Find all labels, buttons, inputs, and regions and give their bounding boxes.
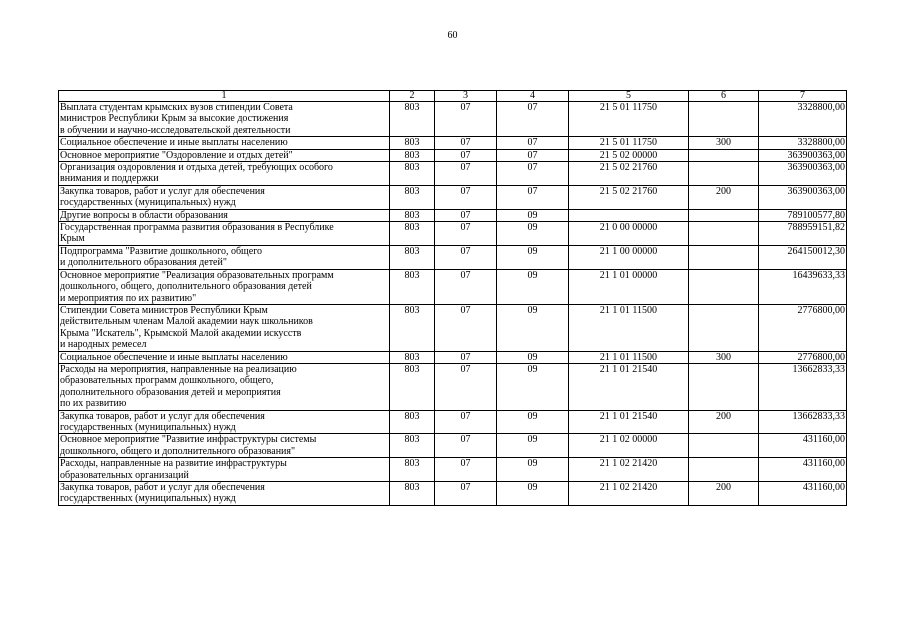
table-row bbox=[59, 363, 847, 410]
row-col-4: 09 bbox=[497, 222, 569, 246]
table-row bbox=[59, 482, 847, 506]
row-name: Расходы, направленные на развитие инфраструктуры образовательных организаций bbox=[59, 458, 390, 482]
row-col-5: 21 5 02 21760 bbox=[569, 185, 689, 209]
row-amount: 2776800,00 bbox=[759, 351, 847, 363]
row-col-2: 803 bbox=[390, 102, 435, 137]
row-col-5: 21 1 02 00000 bbox=[569, 434, 689, 458]
row-name: Стипендии Совета министров Республики Крым действительным членам Малой академии наук школьников Крыма "Искатель", Крымской Малой академии искусств и народных ремесел bbox=[59, 304, 390, 351]
table-row bbox=[59, 434, 847, 458]
row-col-4: 09 bbox=[497, 482, 569, 506]
row-col-3: 07 bbox=[435, 458, 497, 482]
row-col-5 bbox=[569, 209, 689, 221]
row-col-3: 07 bbox=[435, 269, 497, 304]
row-col-4: 07 bbox=[497, 137, 569, 149]
row-col-4: 07 bbox=[497, 102, 569, 137]
row-col-6: 200 bbox=[689, 482, 759, 506]
row-col-5: 21 1 01 00000 bbox=[569, 269, 689, 304]
row-amount: 431160,00 bbox=[759, 482, 847, 506]
row-col-3: 07 bbox=[435, 162, 497, 186]
row-col-2: 803 bbox=[390, 269, 435, 304]
row-col-3: 07 bbox=[435, 304, 497, 351]
column-header-7: 7 bbox=[759, 91, 847, 102]
row-col-2: 803 bbox=[390, 209, 435, 221]
table-row bbox=[59, 458, 847, 482]
row-col-2: 803 bbox=[390, 363, 435, 410]
row-col-6: 200 bbox=[689, 185, 759, 209]
row-col-4: 07 bbox=[497, 185, 569, 209]
row-name: Закупка товаров, работ и услуг для обеспечения государственных (муниципальных) нужд bbox=[59, 185, 390, 209]
row-col-3: 07 bbox=[435, 482, 497, 506]
row-col-5: 21 0 00 00000 bbox=[569, 222, 689, 246]
table-row bbox=[59, 162, 847, 186]
row-amount: 13662833,33 bbox=[759, 410, 847, 434]
row-col-4: 09 bbox=[497, 363, 569, 410]
row-col-4: 07 bbox=[497, 149, 569, 161]
row-col-6: 200 bbox=[689, 410, 759, 434]
row-col-5: 21 1 00 00000 bbox=[569, 245, 689, 269]
column-header-3: 3 bbox=[435, 91, 497, 102]
header-row bbox=[59, 91, 847, 102]
row-col-5: 21 1 01 11500 bbox=[569, 304, 689, 351]
row-name: Закупка товаров, работ и услуг для обеспечения государственных (муниципальных) нужд bbox=[59, 410, 390, 434]
row-col-6 bbox=[689, 269, 759, 304]
row-col-3: 07 bbox=[435, 245, 497, 269]
row-col-3: 07 bbox=[435, 363, 497, 410]
row-col-2: 803 bbox=[390, 304, 435, 351]
row-col-2: 803 bbox=[390, 137, 435, 149]
table-row bbox=[59, 245, 847, 269]
row-amount: 363900363,00 bbox=[759, 162, 847, 186]
table-row bbox=[59, 137, 847, 149]
table-row bbox=[59, 209, 847, 221]
row-col-6 bbox=[689, 222, 759, 246]
row-col-3: 07 bbox=[435, 351, 497, 363]
budget-table bbox=[58, 90, 847, 506]
column-header-6: 6 bbox=[689, 91, 759, 102]
row-col-2: 803 bbox=[390, 482, 435, 506]
row-col-6 bbox=[689, 304, 759, 351]
row-col-5: 21 5 02 21760 bbox=[569, 162, 689, 186]
column-header-4: 4 bbox=[497, 91, 569, 102]
row-col-6 bbox=[689, 434, 759, 458]
row-col-4: 09 bbox=[497, 245, 569, 269]
row-name: Подпрограмма "Развитие дошкольного, общего и дополнительного образования детей" bbox=[59, 245, 390, 269]
table-row bbox=[59, 102, 847, 137]
row-col-6 bbox=[689, 162, 759, 186]
row-col-5: 21 5 01 11750 bbox=[569, 137, 689, 149]
column-header-5: 5 bbox=[569, 91, 689, 102]
row-amount: 264150012,30 bbox=[759, 245, 847, 269]
row-col-3: 07 bbox=[435, 185, 497, 209]
row-col-6 bbox=[689, 209, 759, 221]
row-col-6: 300 bbox=[689, 137, 759, 149]
table-row bbox=[59, 410, 847, 434]
row-col-3: 07 bbox=[435, 149, 497, 161]
row-amount: 363900363,00 bbox=[759, 185, 847, 209]
row-name: Организация оздоровления и отдыха детей, требующих особого внимания и поддержки bbox=[59, 162, 390, 186]
row-name: Основное мероприятие "Реализация образовательных программ дошкольного, общего, дополнительного образования детей и мероприятия по их развитию" bbox=[59, 269, 390, 304]
row-col-6 bbox=[689, 458, 759, 482]
table-row bbox=[59, 149, 847, 161]
row-col-3: 07 bbox=[435, 222, 497, 246]
row-col-6 bbox=[689, 245, 759, 269]
row-name: Социальное обеспечение и иные выплаты населению bbox=[59, 351, 390, 363]
row-col-2: 803 bbox=[390, 162, 435, 186]
row-col-2: 803 bbox=[390, 222, 435, 246]
row-name: Другие вопросы в области образования bbox=[59, 209, 390, 221]
row-col-5: 21 1 01 21540 bbox=[569, 363, 689, 410]
row-col-6: 300 bbox=[689, 351, 759, 363]
row-col-2: 803 bbox=[390, 351, 435, 363]
row-amount: 431160,00 bbox=[759, 434, 847, 458]
table-row bbox=[59, 185, 847, 209]
row-col-4: 09 bbox=[497, 458, 569, 482]
row-col-3: 07 bbox=[435, 434, 497, 458]
row-name: Выплата студентам крымских вузов стипендии Совета министров Республики Крым за высокие достижения в обучении и научно-исследовательской деятельности bbox=[59, 102, 390, 137]
row-col-5: 21 1 01 11500 bbox=[569, 351, 689, 363]
row-col-4: 09 bbox=[497, 351, 569, 363]
row-col-4: 09 bbox=[497, 434, 569, 458]
row-col-2: 803 bbox=[390, 185, 435, 209]
row-col-5: 21 1 02 21420 bbox=[569, 458, 689, 482]
row-amount: 788959151,82 bbox=[759, 222, 847, 246]
row-col-3: 07 bbox=[435, 102, 497, 137]
row-name: Государственная программа развития образования в Республике Крым bbox=[59, 222, 390, 246]
row-col-4: 09 bbox=[497, 269, 569, 304]
row-name: Расходы на мероприятия, направленные на реализацию образовательных программ дошкольного, общего, дополнительного образования детей и мероприятия по их развитию bbox=[59, 363, 390, 410]
row-col-2: 803 bbox=[390, 458, 435, 482]
row-col-4: 09 bbox=[497, 209, 569, 221]
row-name: Социальное обеспечение и иные выплаты населению bbox=[59, 137, 390, 149]
row-amount: 13662833,33 bbox=[759, 363, 847, 410]
row-col-5: 21 1 01 21540 bbox=[569, 410, 689, 434]
row-amount: 431160,00 bbox=[759, 458, 847, 482]
row-col-2: 803 bbox=[390, 149, 435, 161]
row-col-5: 21 1 02 21420 bbox=[569, 482, 689, 506]
row-name: Основное мероприятие "Развитие инфраструктуры системы дошкольного, общего и дополнительного образования" bbox=[59, 434, 390, 458]
page-number: 60 bbox=[447, 30, 458, 41]
row-col-4: 09 bbox=[497, 304, 569, 351]
row-name: Закупка товаров, работ и услуг для обеспечения государственных (муниципальных) нужд bbox=[59, 482, 390, 506]
row-col-4: 07 bbox=[497, 162, 569, 186]
row-amount: 789100577,80 bbox=[759, 209, 847, 221]
row-amount: 3328800,00 bbox=[759, 137, 847, 149]
row-col-6 bbox=[689, 149, 759, 161]
table-row bbox=[59, 351, 847, 363]
row-col-2: 803 bbox=[390, 434, 435, 458]
row-col-5: 21 5 02 00000 bbox=[569, 149, 689, 161]
row-col-6 bbox=[689, 363, 759, 410]
row-col-3: 07 bbox=[435, 410, 497, 434]
row-amount: 2776800,00 bbox=[759, 304, 847, 351]
table-row bbox=[59, 269, 847, 304]
row-amount: 16439633,33 bbox=[759, 269, 847, 304]
row-name: Основное мероприятие "Оздоровление и отдых детей" bbox=[59, 149, 390, 161]
row-col-5: 21 5 01 11750 bbox=[569, 102, 689, 137]
row-col-3: 07 bbox=[435, 209, 497, 221]
row-col-2: 803 bbox=[390, 245, 435, 269]
table-row bbox=[59, 304, 847, 351]
row-col-2: 803 bbox=[390, 410, 435, 434]
column-header-2: 2 bbox=[390, 91, 435, 102]
row-amount: 363900363,00 bbox=[759, 149, 847, 161]
row-col-3: 07 bbox=[435, 137, 497, 149]
row-col-6 bbox=[689, 102, 759, 137]
row-col-4: 09 bbox=[497, 410, 569, 434]
column-header-1: 1 bbox=[59, 91, 390, 102]
table-row bbox=[59, 222, 847, 246]
row-amount: 3328800,00 bbox=[759, 102, 847, 137]
table-body bbox=[59, 102, 847, 506]
